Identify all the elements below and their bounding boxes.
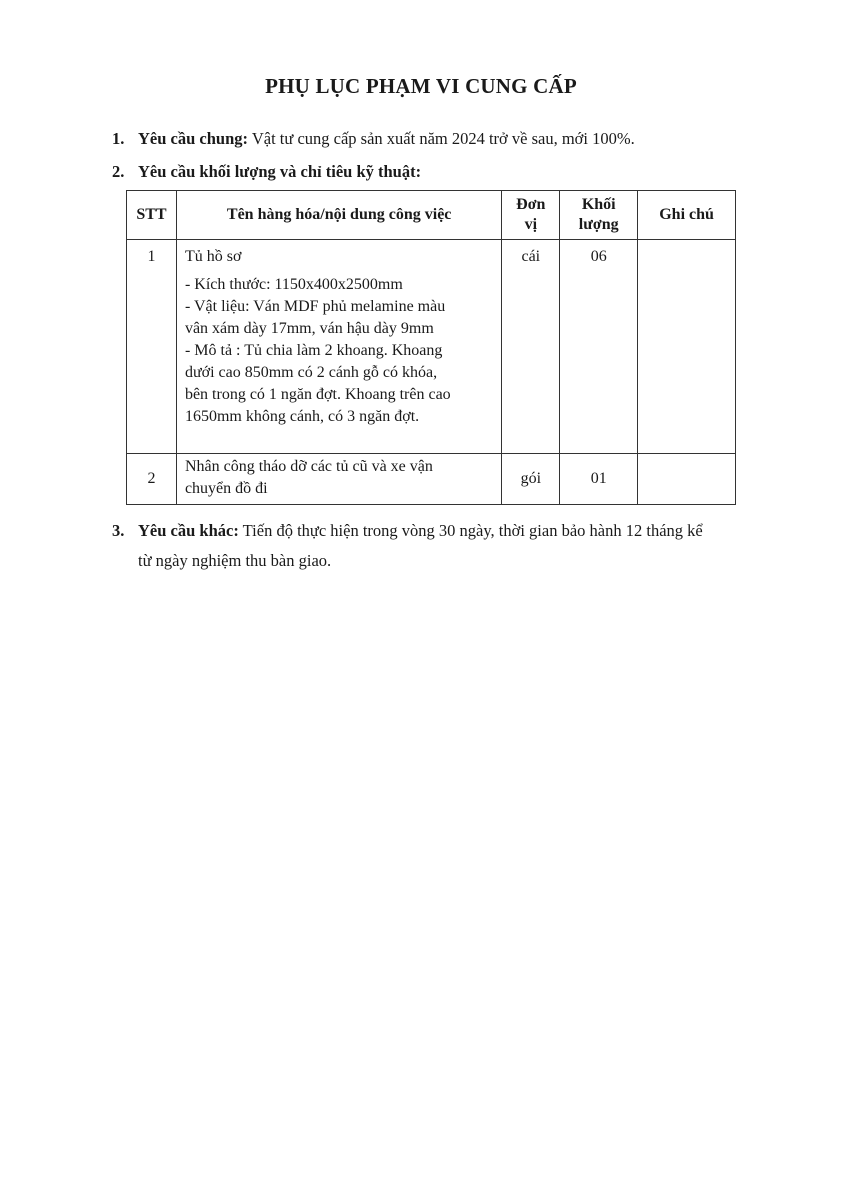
- section-number: 2.: [112, 162, 125, 181]
- row-detail-line: vân xám dày 17mm, ván hậu dày 9mm: [184, 320, 434, 337]
- header-unit-line2: vị: [524, 216, 538, 233]
- section-text: Tiến độ thực hiện trong vòng 30 ngày, thời gian bảo hành 12 tháng kể: [238, 521, 703, 540]
- row-detail-line: - Mô tả : Tủ chia làm 2 khoang. Khoang: [184, 342, 443, 359]
- header-unit: [502, 191, 560, 240]
- header-note: Ghi chú: [638, 191, 736, 240]
- row-detail-line: - Vật liệu: Ván MDF phủ melamine màu: [184, 298, 446, 315]
- row-unit: cái: [502, 240, 560, 454]
- section-text: Vật tư cung cấp sản xuất năm 2024 trở về sau, mới 100%.: [248, 129, 635, 148]
- section-label: Yêu cầu chung:: [138, 129, 249, 148]
- section-text-continuation: từ ngày nghiệm thu bàn giao.: [138, 551, 332, 570]
- header-unit-line1: Đơn: [516, 196, 546, 213]
- row-stt: 1: [127, 240, 177, 454]
- header-qty-line1: Khối: [581, 196, 616, 213]
- scope-table: [126, 190, 736, 505]
- row-unit: gói: [502, 454, 560, 505]
- section-other-requirements: [112, 520, 792, 572]
- section-label: Yêu cầu khác:: [138, 521, 239, 540]
- row-stt: 2: [127, 454, 177, 505]
- row-name-line: Nhân công tháo dỡ các tủ cũ và xe vận: [184, 458, 433, 475]
- section-quantity-specs: [112, 161, 421, 183]
- header-qty-line2: lượng: [578, 216, 619, 233]
- table-row: [127, 240, 736, 454]
- row-detail-line: 1650mm không cánh, có 3 ngăn đợt.: [184, 408, 420, 425]
- row-description: [176, 454, 501, 505]
- row-name-line: chuyển đồ đi: [184, 480, 268, 497]
- header-name: Tên hàng hóa/nội dung công việc: [176, 191, 501, 240]
- row-qty: 06: [560, 240, 638, 454]
- section-label: Yêu cầu khối lượng và chỉ tiêu kỹ thuật:: [138, 162, 422, 181]
- section-number: 3.: [112, 521, 125, 540]
- header-stt: STT: [127, 191, 177, 240]
- header-qty: [560, 191, 638, 240]
- table-row: [127, 454, 736, 505]
- table-header-row: [127, 191, 736, 240]
- row-note: [638, 454, 736, 505]
- page-title: PHỤ LỤC PHẠM VI CUNG CẤP: [265, 74, 577, 98]
- row-detail-line: dưới cao 850mm có 2 cánh gỗ có khóa,: [184, 364, 438, 381]
- row-detail-line: - Kích thước: 1150x400x2500mm: [184, 276, 403, 293]
- row-qty: 01: [560, 454, 638, 505]
- row-item-name: Tủ hồ sơ: [184, 248, 242, 265]
- row-detail-line: bên trong có 1 ngăn đợt. Khoang trên cao: [184, 386, 451, 403]
- row-note: [638, 240, 736, 454]
- section-general-requirements: [112, 128, 635, 150]
- section-number: 1.: [112, 129, 125, 148]
- row-description: [176, 240, 501, 454]
